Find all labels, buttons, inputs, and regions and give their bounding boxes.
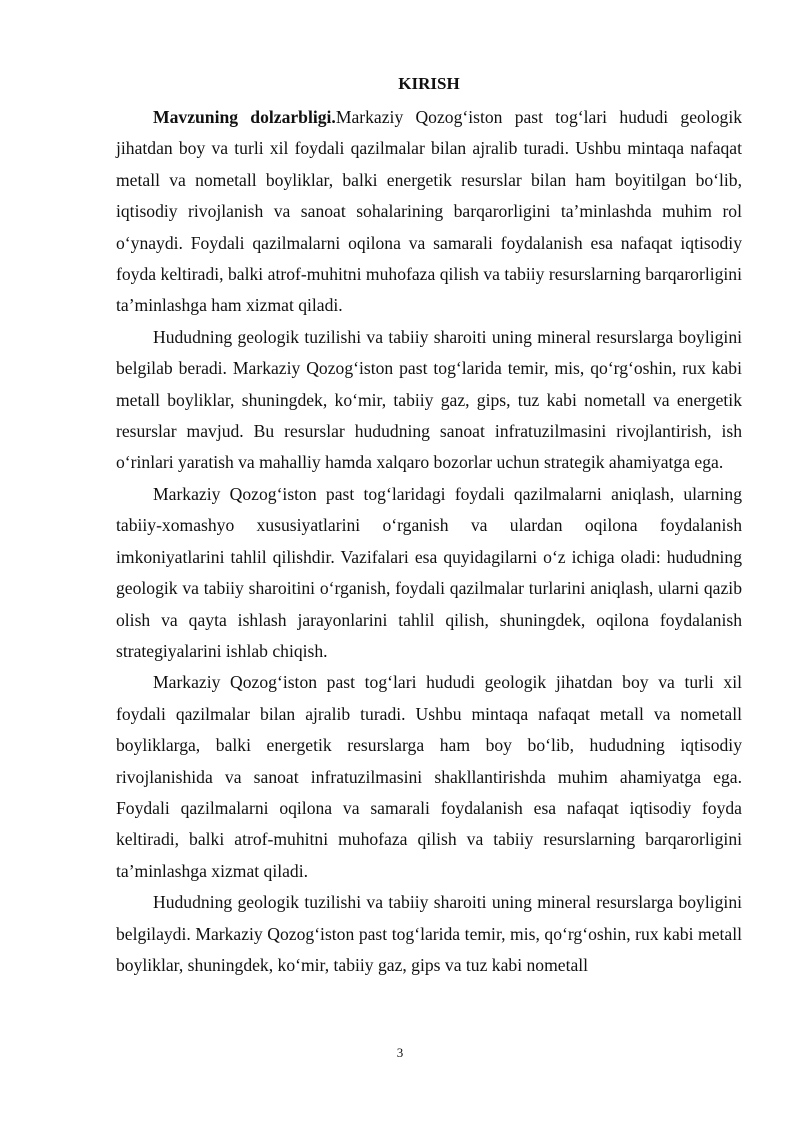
section-heading: KIRISH — [398, 74, 460, 93]
paragraph-text: Hududning geologik tuzilishi va tabiiy sharoiti uning mineral resurslarga boyligini belgilaydi. Markaziy Qozog‘iston past tog‘larida temir, mis, qo‘rg‘oshin, rux kabi metall boyliklar, shuningdek, ko‘mir, tabiiy gaz, gips va tuz kabi nometall — [116, 892, 742, 975]
paragraph-text: Markaziy Qozog‘iston past tog‘lari hududi geologik jihatdan boy va turli xil foydali qazilmalar bilan ajralib turadi. Ushbu mintaqa nafaqat metall va nometall boyliklar, balki energetik resurslar bilan ham boyitilgan bo‘lib, iqtisodiy rivojlanish va sanoat sohalarining barqarorligini ta’minlashda muhim rol o‘ynaydi. Foydali qazilmalarni oqilona va samarali foydalanish esa nafaqat iqtisodiy foyda keltiradi, balki atrof-muhitni muhofaza qilish va tabiiy resurslarning barqarorligini ta’minlashga ham xizmat qiladi. — [116, 107, 742, 316]
paragraph-relevance — [116, 102, 742, 322]
paragraph-text: Markaziy Qozog‘iston past tog‘lari hududi geologik jihatdan boy va turli xil foydali qazilmalar bilan ajralib turadi. Ushbu mintaqa nafaqat metall va nometall boyliklarga, balki energetik resurslarga ham boy bo‘lib, hududning iqtisodiy rivojlanishida va sanoat infratuzilmasini shakllantirishda muhim ahamiyatga ega. Foydali qazilmalarni oqilona va samarali foydalanish esa nafaqat iqtisodiy foyda keltiradi, balki atrof-muhitni muhofaza qilish va tabiiy resurslarning barqarorligini ta’minlashga xizmat qiladi. — [116, 672, 742, 881]
page-number: 3 — [396, 1045, 404, 1060]
paragraph-resources — [116, 887, 742, 981]
paragraph-text: Hududning geologik tuzilishi va tabiiy sharoiti uning mineral resurslarga boyligini belgilab beradi. Markaziy Qozog‘iston past tog‘larida temir, mis, qo‘rg‘oshin, rux kabi metall boyliklar, shuningdek, ko‘mir, tabiiy gaz, gips, tuz kabi nometall va energetik resurslar mavjud. Bu resurslar hududning sanoat infratuzilmasini rivojlantirish, ish o‘rinlari yaratish va mahalliy hamda xalqaro bozorlar uchun strategik ahamiyatga ega. — [116, 326, 742, 473]
paragraph-region — [116, 667, 742, 887]
paragraph-geology — [116, 322, 742, 479]
document-page — [116, 74, 742, 981]
paragraph-goals — [116, 479, 742, 667]
paragraph-lead: Mavzuning dolzarbligi. — [153, 107, 336, 127]
paragraph-text: Markaziy Qozog‘iston past tog‘laridagi foydali qazilmalarni aniqlash, ularning tabiiy-xomashyo xususiyatlarini o‘rganish va ulardan oqilona foydalanish imkoniyatlarini tahlil qilishdir. Vazifalari esa quyidagilarni o‘z ichiga oladi: hududning geologik va tabiiy sharoitini o‘rganish, foydali qazilmalar turlarini aniqlash, ularni qazib olish va qayta ishlash jarayonlarini tahlil qilish, shuningdek, oqilona foydalanish strategiyalarini ishlab chiqish. — [116, 483, 742, 661]
